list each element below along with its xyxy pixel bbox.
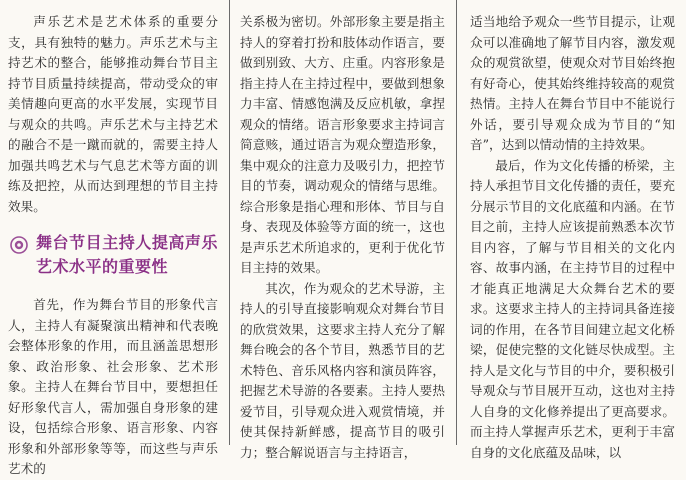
purple-ring-bullet-icon [8, 234, 30, 256]
column-divider [229, 0, 230, 445]
continued-paragraph: 关系极为密切。外部形象主要是指主持人的穿着打扮和肢体动作语言，要做到别致、大方、庄重。内容形象是指主持人在主持过程中，要做到想象力丰富、情感饱满及反应机敏，拿捏观众的情绪。语言形象要求主持词言简意赅，通过语言为观众塑造形象，集中观众的注意力及吸引力，把控节目的节奏，调动观众的情绪与思维。综合形象是指心理和形体、节目与自身、表现及体验等方面的统一，这也是声乐艺术所追求的，更利于优化节目主持的效果。 [240, 14, 445, 275]
section-heading-text: 舞台节目主持人提高声乐艺术水平的重要性 [36, 233, 218, 276]
middle-column [240, 12, 445, 463]
intro-paragraph: 声乐艺术是艺术体系的重要分支，具有独特的魅力。声乐艺术与主持艺术的整合，能够推动舞台节目主持节目质量持续提高，带动受众的审美情趣向更高的水平发展，实现节目与观众的共鸣。声乐艺术与主持艺术的融合不是一蹴而就的，需要主持人加强共鸣艺术与气息艺术等方面的训练及把控，从而达到理想的节目主持效果。 [8, 14, 218, 214]
continued-paragraph: 适当地给予观众一些节目提示，让观众可以准确地了解节目内容，激发观众的观赏欲望，使观众对节目始终抱有好奇心，使其始终维持较高的观赏热情。主持人在舞台节目中不能说行外话，要引导观众成为节目的“知音”，达到以情动情的主持效果。 [470, 14, 675, 152]
left-column [8, 12, 218, 480]
third-point-paragraph: 最后，作为文化传播的桥梁，主持人承担节目文化传播的责任，要充分展示节目的文化底蕴和内涵。在节目之前，主持人应该提前熟悉本次节目内容，了解与节目相关的文化内容、故事内涵，在主持节目的过程中才能真正地满足大众舞台艺术的要求。这要求主持人的主持词具备连接词的作用，在各节目间建立起文化桥梁，促使完整的文化链尽快成型。主持人是文化与节目的中介，要积极引导观众与节目展开互动，这也对主持人自身的文化修养提出了更高要求。而主持人掌握声乐艺术，更利于丰富自身的文化底蕴及品味，以 [470, 157, 675, 460]
first-point-paragraph: 首先，作为舞台节目的形象代言人，主持人有凝聚演出精神和代表晚会整体形象的作用，而且涵盖思想形象、政治形象、社会形象、艺术形象。主持人在舞台节目中，要想担任好形象代言人，需加强自身形象的建设，包括综合形象、语言形象、内容形象和外部形象等等，而这些与声乐艺术的 [8, 297, 218, 476]
section-heading [8, 231, 218, 279]
right-column [470, 12, 675, 463]
second-point-paragraph: 其次，作为观众的艺术导游，主持人的引导直接影响观众对舞台节目的欣赏效果，这要求主持人充分了解舞台晚会的各个节目，熟悉节目的艺术特色、音乐风格内容和演员阵容，把握艺术导游的各要素。主持人要热爱节目，引导观众进入观赏情境，并使其保持新鲜感，提高节目的吸引力；整合解说语言与主持语言， [240, 280, 445, 460]
column-divider [456, 0, 457, 445]
